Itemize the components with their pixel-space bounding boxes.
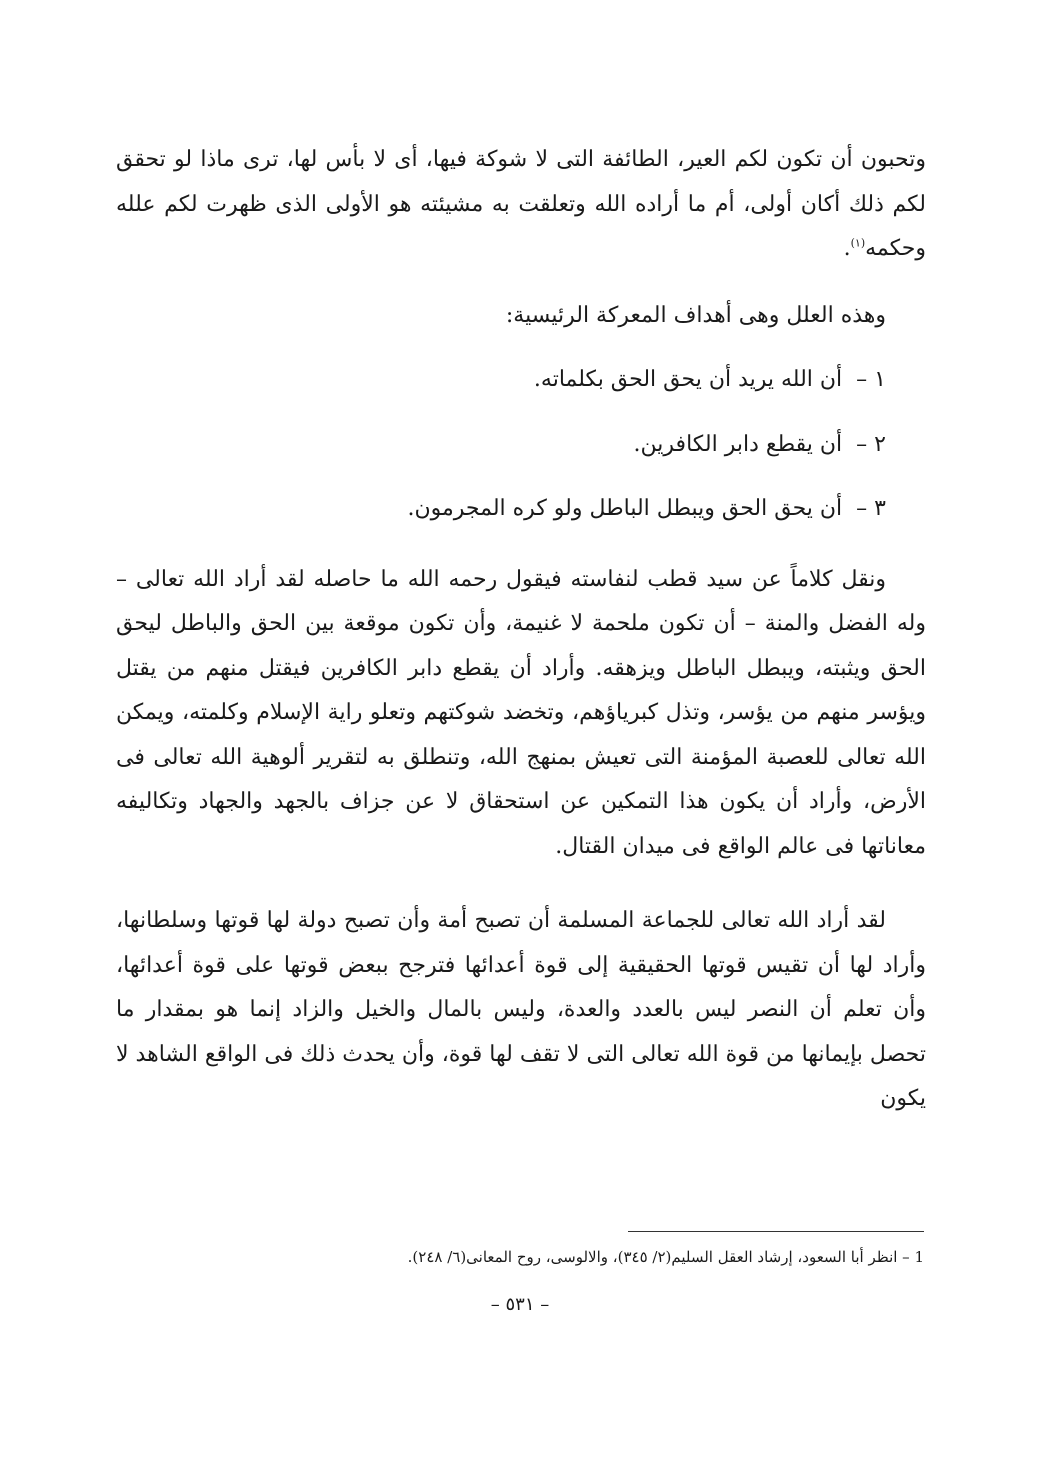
goals-list [116,358,926,532]
page-number: – ٥٣١ – [490,1294,550,1315]
goal-item [116,423,886,468]
intro-text: وتحبون أن تكون لكم العير، الطائفة التى لا شوكة فيها، أى لا بأس لها، ترى ماذا لو تحقق لكم ذلك أكان أولى، أم ما أراده الله وتعلقت به مشيئته هو الأولى الذى ظهرت لكم علله وحكمه [116,147,926,261]
goal-number: ١ – [856,367,886,392]
footnote-separator [628,1231,924,1232]
goal-text: أن يقطع دابر الكافرين. [633,431,843,457]
goal-text: أن الله يريد أن يحق الحق بكلماته. [533,367,843,392]
intro-paragraph [116,138,926,272]
intro-end: . [843,236,851,261]
goal-number: ٢ – [856,431,886,457]
goal-number: ٣ – [856,496,886,521]
page-body [116,138,926,1122]
footnote: 1 – انظر أبا السعود، إرشاد العقل السليم(٢/ ٣٤٥)، والالوسى، روح المعانى(٦/ ٢٤٨). [407,1248,924,1266]
quote-paragraph: ونقل كلاماً عن سيد قطب لنفاسته فيقول رحمه الله ما حاصله لقد أراد الله تعالى – وله الفضل والمنة – أن تكون ملحمة لا غنيمة، وأن تكون موقعة بين الحق والباطل ليحق الحق ويثبته، ويبطل الباطل ويزهقه. وأراد أن يقطع دابر الكافرين فيقتل منهم من يقتل ويؤسر منهم من يؤسر، وتذل كبرياؤهم، وتخضد شوكتهم وتعلو راية الإسلام وكلمته، ويمكن الله تعالى للعصبة المؤمنة التى تعيش بمنهج الله، وتنطلق به لتقرير ألوهية الله تعالى فى الأرض، وأراد أن يكون هذا التمكين عن استحقاق لا عن جزاف بالجهد والجهاد وتكاليفه معاناتها فى عالم الواقع فى ميدان القتال. [116,566,926,859]
footnote-marker[interactable]: (١) [850,236,866,250]
goals-heading: وهذه العلل وهى أهداف المعركة الرئيسية: [505,302,886,328]
goal-text: أن يحق الحق ويبطل الباطل ولو كره المجرمون. [407,496,843,521]
final-paragraph: لقد أراد الله تعالى للجماعة المسلمة أن تصبح أمة وأن تصبح دولة لها قوتها وسلطانها، وأراد لها أن تقيس قوتها الحقيقية إلى قوة أعدائها فترجح ببعض قوتها على قوة أعدائها، وأن تعلم أن النصر ليس بالعدد والعدة، وليس بالمال والخيل والزاد إنما هو بمقدار ما تحصل بإيمانها من قوة الله تعالى التى لا تقف لها قوة، وأن يحدث ذلك فى الواقع الشاهد لا يكون [116,908,926,1111]
goal-item [116,358,886,403]
goal-item [116,487,886,532]
